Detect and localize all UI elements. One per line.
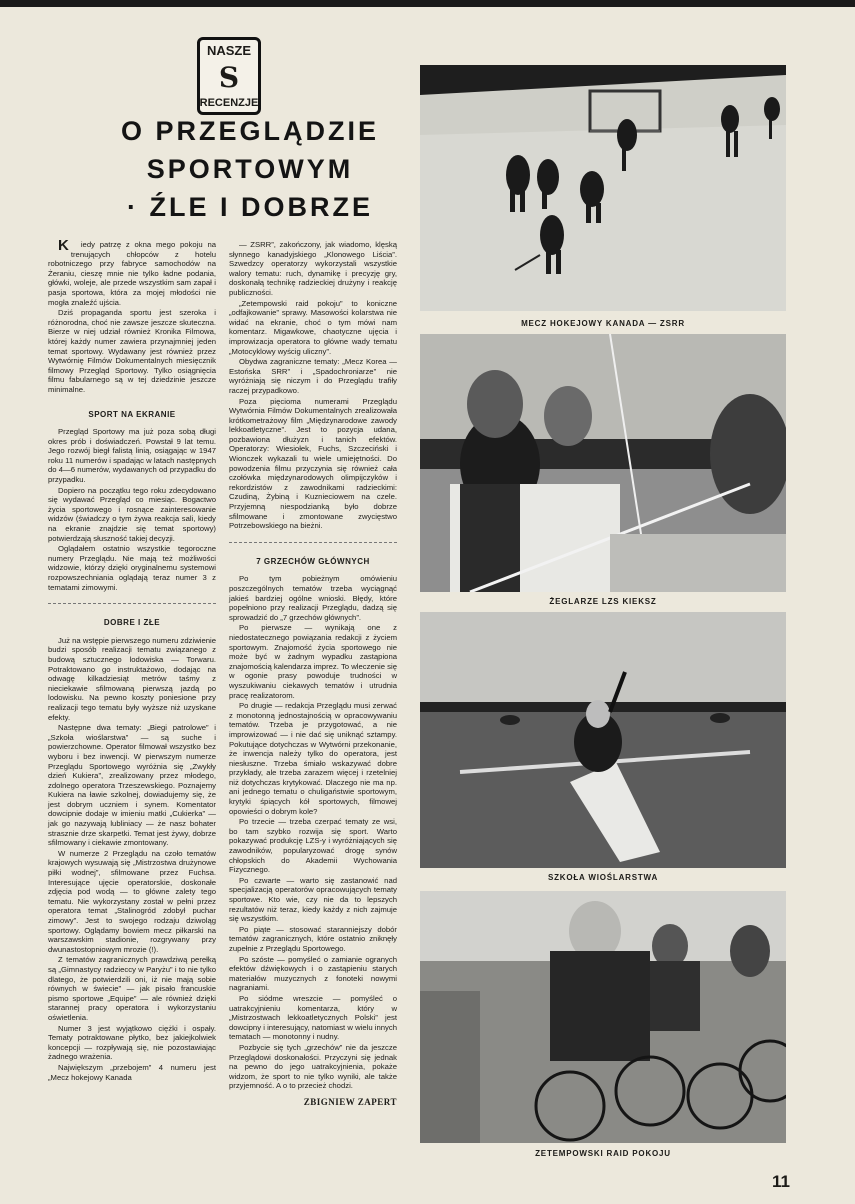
magazine-page <box>0 7 855 1204</box>
photo-caption: MECZ HOKEJOWY KANADA — ZSRR <box>521 319 685 328</box>
divider <box>229 542 397 543</box>
photo-caption: SZKOŁA WIOŚLARSTWA <box>547 873 659 882</box>
author-byline: ZBIGNIEW ZAPERT <box>303 1096 397 1107</box>
section-heading: 7 GRZECHÓW GŁÓWNYCH <box>256 556 370 566</box>
paragraph: Dziś propaganda sportu jest szeroka i różnorodna, choć nie zawsze jeszcze skuteczna. Bierze w niej udział również Kronika Filmowa, której każdy numer zawiera przynajmniej jeden temat sportowy. Wydawany jest również przez Wytwórnię Filmów Dokumentalnych miesięcznik filmowy Przegląd Sportowy. Tylko osiągnięcia filmu fabularnego są w tej dziedzinie jeszcze minimalne. <box>48 308 216 394</box>
title-line-3: · ŹLE I DOBRZE <box>127 192 373 222</box>
paragraph: Po czwarte — warto się zastanowić nad specjalizacją operatorów opracowujących tematy sportowe. Kto wie, czy nie da to lepszych rezultatów niż teraz, kiedy każdy z nich zajmuje się wszystkim. <box>229 875 397 924</box>
paragraph: Przegląd Sportowy ma już poza sobą długi okres prób i doświadczeń. Powstał 9 lat temu. Jego rozwój biegł falistą linią, osiągając w 1947 roku 11 numerów i spadając w latach następnych do 4—6 numerów, wydawanych od przypadku do przypadku. <box>48 427 216 485</box>
paragraph: Obydwa zagraniczne tematy: „Mecz Korea — Estońska SRR” i „Spadochroniarze” nie wyróżniają się niczym i do Przeglądu trafiły raczej przypadkowo. <box>229 357 397 395</box>
paragraph: — ZSRR”, zakończony, jak wiadomo, klęską słynnego kanadyjskiego „Klonowego Liścia”. Szwedzcy operatorzy wykorzystali wszystkie walory tematu: ruch, dynamikę i precyzję gry, doskonałą technikę radzieckiej drużyny i reakcję publiczności. <box>229 240 397 297</box>
paragraph: Z tematów zagranicznych prawdziwą perełką są „Gimnastycy radzieccy w Paryżu” i to nie tylko dlatego, że potwierdzili oni, iż nie mają sobie równych w świecie” — jak pisało francuskie pismo sportowe „Equipe” — ale również dzięki starannej pracy operatora i wykorzystaniu oświetlenia. <box>48 955 216 1022</box>
paragraph: Poza pięcioma numerami Przeglądu Wytwórnia Filmów Dokumentalnych zrealizowała krótkometrażowy film „Międzynarodowe zawody lekkoatletyczne”. Jest to pozycja udana, pozbawiona dłużyzn i tanich efektów. Operatorzy: Wiesiołek, Fuchs, Szczeciński i Wionczek wykazali tu wiele umiejętności. Do powodzenia filmu przyczynia się również cała czołówka międzynarodowych olimpijczyków i rekordzistów z zawodnikami radzieckimi: Czudiną, Żybiną i Kuznieciowem na czele. Przyjemną niespodzianką było dobrze sfilmowane i zmontowane zwycięstwo Potrzebowskiego na bieżni. <box>229 396 397 531</box>
logo-letter: S <box>218 60 240 94</box>
photo-caption: ŻEGLARZE LZS KIEKSZ <box>549 597 657 606</box>
divider <box>48 603 216 604</box>
photo-cyclists <box>420 891 786 1143</box>
paragraph: Po trzecie — trzeba czerpać tematy ze wsi, bo tam szybko rozwija się sport. Warto pokazywać produkcję LZS-y i wyróżniających się zawodników, popularyzować drogę synów chłopskich do Akademii Wychowania Fizycznego. <box>229 817 397 875</box>
paragraph: Po drugie — redakcja Przeglądu musi zerwać z monotonną jednostajnością w opracowywaniu tematów. Trzeba je przygotować, a nie improwizować — i nie dać się uniknąć sztampy. Pokutujące dotychczas w Wytwórni przekonanie, że inwencja należy tylko do operatora, jest niesłuszne. Trzeba śmiało wskazywać dobre przykłady, ale trzeba zarazem więcej i rzetelniej niż dotychczas krytykować. Dlaczego nie ma np. ani jednego tematu o chuligaństwie sportowym, krytyki śpiących kół sportowych, filmowej opowieści o dobrym kole? <box>229 701 397 816</box>
text-column-right <box>229 240 397 1107</box>
title-line-2: SPORTOWYM <box>146 154 354 184</box>
nasze-recenzje-logo <box>197 37 261 115</box>
paragraph: Kiedy patrzę z okna mego pokoju na trenujących chłopców z hotelu robotniczego przy fabryce samochodów na Żeraniu, cieszę mnie nie tylko ładne podania, główki, woleje, ale przede wszystkim sam zapał i pasja sportowa, która za mojej młodości nie mogła znaleźć ujścia. <box>48 237 216 307</box>
paragraph: Po siódme wreszcie — pomyśleć o uatrakcyjnieniu komentarza, który w „Mistrzostwach lekkoatletycznych Polski” jest dowcipny i interesujący, natomiast w wielu innych tematach — monotonny i nudny. <box>229 993 397 1042</box>
logo-line1: NASZE <box>206 43 252 58</box>
paragraph: W numerze 2 Przeglądu na czoło tematów krajowych wysuwają się „Mistrzostwa drużynowe piłki wodnej”, sfilmowane przez Fuchsa. Interesujące ujęcie operatorskie, doskonałe zdjęcia pod wodą — to główne zalety tego tematu. Nie wykorzystany został w pełni przez operatora temat „Stalinogród zdobył puchar zimowy”. Jest to swojego rodzaju dziwoląg sportowy. Oglądamy bowiem mecz piłkarski na warszawskim stadionie, rozgrywany przy dwunastostopniowym mrozie (!). <box>48 848 216 954</box>
title-line-1: O PRZEGLĄDZIE <box>120 116 379 146</box>
section-heading: SPORT NA EKRANIE <box>88 409 176 419</box>
paragraph: Największym „przebojem” 4 numeru jest „Mecz hokejowy Kanada <box>48 1062 216 1082</box>
photo-sailors <box>420 334 786 592</box>
paragraph: Oglądałem ostatnio wszystkie tegoroczne numery Przeglądu. Nie mają też możliwości widzowie, którzy dzięki oryginalnemu systemowi rozpowszechniania oglądają teraz numer 3 z tematami zimowymi. <box>48 544 216 592</box>
section-heading: DOBRE I ZŁE <box>103 618 161 628</box>
article-title <box>100 112 400 226</box>
paragraph: Następne dwa tematy: „Biegi patrolowe” i „Szkoła wioślarstwa” — są suche i powierzchowne. Operator filmował wszystko bez wyboru i bez inwencji. W pierwszym numerze Przeglądu Sportowego wyróżnia się „Zwykły dzień Kukiera”, zrealizowany przez młodego, zdolnego operatora Trzeszewskiego. Poznajemy Kukiera na ławie szkolnej, dowiadujemy się, że jest dobrym uczniem i synem. Komentator dowcipnie dodaje w imieniu matki „Cukierka” — jak go nazywają lubliniacy — że nasz bohater strasznie drze skarpetki. Temat jest żywy, dobrze sfilmowany i ciekawie zmontowany. <box>48 723 216 848</box>
paragraph: „Zetempowski raid pokoju” to koniczne „odfajkowanie” sprawy. Masowości kolarstwa nie widać na ekranie, choć o tym mówi nam komentarz. Migawkowe, chaotyczne ujęcia i improwizacja operatora to główne wady tematu „Motocyklowy wyścig uliczny”. <box>229 298 397 356</box>
paragraph: Numer 3 jest wyjątkowo ciężki i ospały. Tematy potraktowane płytko, bez jakiejkolwiek koncepcji — rozpływają się, nie pozostawiając żadnego wrażenia. <box>48 1023 216 1062</box>
paragraph: Dopiero na początku tego roku zdecydowano się wydawać Przegląd co miesiąc. Bogactwo życia sportowego i rosnące zainteresowanie widzów (świadczy o tym żywa reakcja sali, kiedy na ekranie znajdzie się temat sportowy) potwierdzają słuszność takiej decyzji. <box>48 485 216 543</box>
photo-hockey-match <box>420 65 786 311</box>
paragraph: Po tym pobieżnym omówieniu poszczególnych tematów trzeba wyciągnąć jakieś bardziej ogólne wnioski. Błędy, które popełniono przy realizacji Przeglądu, dadzą się sprowadzić do „7 grzechów głównych”. <box>229 574 397 622</box>
text-column-left <box>48 237 216 1083</box>
paragraph: Po piąte — stosować staranniejszy dobór tematów zagranicznych, które ostatnio zniknęły zupełnie z Przeglądu Sportowego. <box>229 924 397 953</box>
photo-caption: ZETEMPOWSKI RAID POKOJU <box>535 1149 671 1158</box>
paragraph: Pozbycie się tych „grzechów” nie da jeszcze Przeglądowi doskonałości. Przyczyni się jednak na pewno do jego uatrakcyjnienia, pokaże widzom, że sport to nie tylko wyniki, ale także przyjemność. A o to przecież chodzi. <box>229 1042 397 1091</box>
logo-line2: RECENZJE <box>199 97 259 109</box>
paragraph: Po pierwsze — wynikają one z niedostatecznego powiązania redakcji z życiem sportowym. Znajomość życia sportowego nie może być w żadnym wypadku zastąpiona znajomością kalendarza imprez. To wleczenie się w ogonie prasy powoduje trudności w wyszukiwaniu ciekawych tematów i utrudnia pracę realizatorom. <box>229 623 397 700</box>
paragraph: Po szóste — pomyśleć o zamianie ogranych efektów dźwiękowych i o zastąpieniu starych materiałów muzycznych z fonoteki nowymi nagraniami. <box>229 954 397 993</box>
top-border <box>0 0 855 7</box>
paragraph: Już na wstępie pierwszego numeru zdziwienie budzi sposób realizacji tematu związanego z budową sztucznego lodowiska — Torwaru. Potraktowano go instruktażowo, dodając na odwagę kilkadziesiąt metrów taśmy z nieciekawie sfilmowaną pierwszą jazdą po lodowisku. Na pewno koszty poniesione przy realizacji tego tematu były wyższe niż uzyskane efekty. <box>48 635 216 722</box>
photo-kayaking <box>420 612 786 868</box>
page-number: 11 <box>772 1172 790 1191</box>
